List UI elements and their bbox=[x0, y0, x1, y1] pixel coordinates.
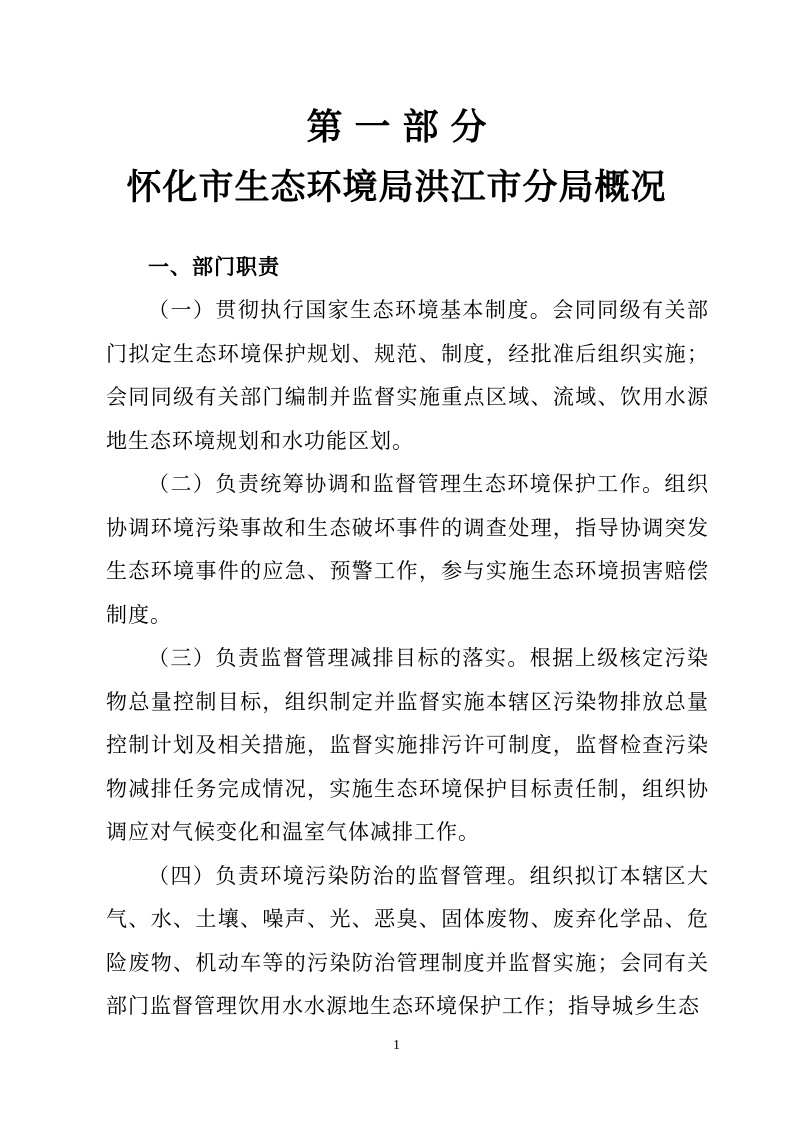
page-number: 1 bbox=[393, 1038, 400, 1053]
paragraph-duty-1: （一）贯彻执行国家生态环境基本制度。会同同级有关部门拟定生态环境保护规划、规范、制度，经批准后组织实施；会同同级有关部门编制并监督实施重点区域、流域、饮用水源地生态环境规划和水功能区划。 bbox=[106, 298, 709, 453]
document-title: 怀化市生态环境局洪江市分局概况 bbox=[126, 168, 667, 207]
section-heading-duties: 一、部门职责 bbox=[148, 256, 280, 279]
paragraph-duty-2: （二）负责统筹协调和监督管理生态环境保护工作。组织协调环境污染事故和生态破坏事件的调查处理，指导协调突发生态环境事件的应急、预警工作，参与实施生态环境损害赔偿制度。 bbox=[106, 472, 709, 627]
document-body bbox=[0, 247, 793, 1029]
part-heading: 第一部分 bbox=[306, 106, 499, 147]
page-footer bbox=[0, 1036, 793, 1056]
paragraph-duty-4: （四）负责环境污染防治的监督管理。组织拟订本辖区大气、水、土壤、噪声、光、恶臭、固体废物、废弃化学品、危险废物、机动车等的污染防治管理制度并监督实施；会同有关部门监督管理饮用水水源地生态环境保护工作；指导城乡生态 bbox=[106, 863, 709, 1018]
paragraph-duty-3: （三）负责监督管理减排目标的落实。根据上级核定污染物总量控制目标，组织制定并监督实施本辖区污染物排放总量控制计划及相关措施，监督实施排污许可制度，监督检查污染物减排任务完成情况，实施生态环境保护目标责任制，组织协调应对气候变化和温室气体减排工作。 bbox=[106, 646, 709, 844]
